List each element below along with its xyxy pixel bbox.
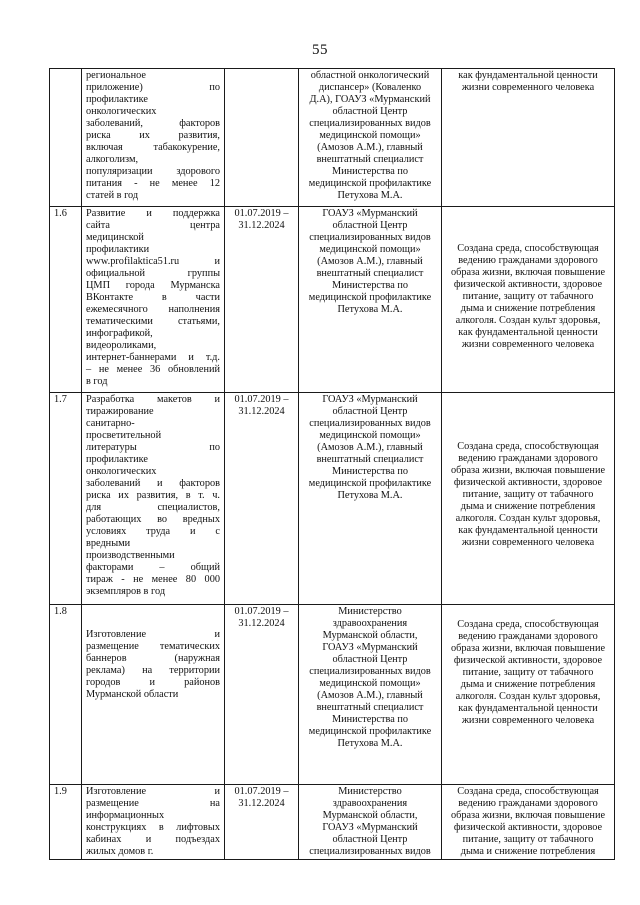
measure-name-line: риска их развития, — [86, 130, 220, 141]
responsible-line: областной Центр — [332, 654, 408, 665]
expected-result-line: жизни современного человека — [461, 82, 595, 93]
measure-name-line: профилактики — [86, 244, 150, 255]
expected-result-line: питание, защиту от табачного — [462, 667, 594, 678]
period-line: 01.07.2019 – — [234, 394, 289, 405]
measure-name-line: популяризации здорового — [86, 166, 220, 177]
expected-result-line: питание, защиту от табачного — [462, 834, 594, 845]
measure-name-line: онкологических — [86, 106, 157, 117]
responsible — [299, 605, 442, 785]
expected-result-line: ведению гражданами здорового — [458, 453, 598, 464]
measure-name-line: экземпляров в год — [86, 586, 166, 597]
period-line: 01.07.2019 – — [234, 606, 289, 617]
expected-result-line: дыма и снижение потребления — [460, 846, 596, 857]
measure-name-line: реклама) на территории — [86, 665, 220, 676]
responsible — [299, 785, 442, 860]
responsible-line: медицинской помощи» — [319, 244, 421, 255]
responsible-line: диспансер» (Коваленко — [318, 82, 422, 93]
measure-name-line: интернет-баннерами и т.д. — [86, 352, 220, 363]
measure-name-line: www.profilaktica51.ru и — [86, 256, 220, 267]
responsible — [299, 207, 442, 393]
period-line: 01.07.2019 – — [234, 786, 289, 797]
responsible-line: Министерство — [338, 786, 402, 797]
measure-name — [82, 207, 225, 393]
responsible-line: медицинской профилактике — [308, 178, 432, 189]
measure-name-line: тираж - не менее 80 000 — [86, 574, 220, 585]
measure-name-line: литературы по — [86, 442, 220, 453]
measure-name-line: Мурманской области — [86, 689, 179, 700]
expected-result-line: алкоголя. Создан культ здоровья, — [455, 513, 601, 524]
responsible-line: медицинской профилактике — [308, 292, 432, 303]
measure-name-line: ЦМП города Мурманска — [86, 280, 220, 291]
expected-result-line: как фундаментальной ценности — [458, 70, 598, 81]
period-line: 31.12.2024 — [238, 618, 285, 629]
measure-name-line: ежемесячного наполнения — [86, 304, 220, 315]
period-line: 01.07.2019 – — [234, 208, 289, 219]
measure-name — [82, 393, 225, 605]
measure-name-line: профилактике — [86, 94, 148, 105]
measure-name — [82, 785, 225, 860]
measure-name-line: статей в год — [86, 190, 139, 201]
expected-result-line: Создана среда, способствующая — [457, 786, 599, 797]
responsible-line: Мурманской области, — [322, 810, 418, 821]
expected-result-line: физической активности, здоровое — [453, 822, 603, 833]
responsible-line: специализированных видов — [309, 118, 431, 129]
expected-result-line: физической активности, здоровое — [453, 279, 603, 290]
responsible-line: Д.А), ГОАУЗ «Мурманский — [309, 94, 431, 105]
measure-name-line: медицинской — [86, 232, 144, 243]
expected-result-line: дыма и снижение потребления — [460, 679, 596, 690]
responsible-line: (Амозов А.М.), главный — [317, 256, 423, 267]
measure-name-line: приложение) по — [86, 82, 220, 93]
measure-name-line: городов и районов — [86, 677, 220, 688]
expected-result — [442, 207, 615, 393]
measure-name-line: – не менее 36 обновлений — [86, 364, 220, 375]
expected-result-line: физической активности, здоровое — [453, 655, 603, 666]
responsible-line: внештатный специалист — [316, 454, 424, 465]
expected-result-line: образа жизни, включая повышение — [450, 810, 606, 821]
responsible-line: ГОАУЗ «Мурманский — [322, 394, 418, 405]
expected-result-line: Создана среда, способствующая — [457, 619, 599, 630]
measure-name-line: заболеваний, факторов — [86, 118, 220, 129]
expected-result-line: Создана среда, способствующая — [457, 441, 599, 452]
expected-result-line: жизни современного человека — [461, 537, 595, 548]
expected-result-line: алкоголя. Создан культ здоровья, — [455, 691, 601, 702]
measures-table — [49, 68, 615, 860]
row-number — [50, 69, 82, 207]
period-line: 31.12.2024 — [238, 406, 285, 417]
responsible-line: здравоохранения — [332, 618, 408, 629]
responsible — [299, 393, 442, 605]
row-number: 1.7 — [50, 393, 82, 605]
period — [225, 785, 299, 860]
measure-name-line: просветительной — [86, 430, 162, 441]
measure-name-line: конструкциях в лифтовых — [86, 822, 220, 833]
responsible-line: Министерство — [338, 606, 402, 617]
measure-name-line: заболеваний и факторов — [86, 478, 220, 489]
expected-result-line: дыма и снижение потребления — [460, 501, 596, 512]
period-line: 31.12.2024 — [238, 220, 285, 231]
measure-name — [82, 69, 225, 207]
responsible-line: ГОАУЗ «Мурманский — [322, 208, 418, 219]
responsible-line: областной Центр — [332, 406, 408, 417]
measure-name-line: официальной группы — [86, 268, 220, 279]
responsible-line: Министерства по — [331, 466, 409, 477]
measure-name-line: для специалистов, — [86, 502, 220, 513]
responsible-line: медицинской профилактике — [308, 478, 432, 489]
expected-result-line: питание, защиту от табачного — [462, 291, 594, 302]
responsible — [299, 69, 442, 207]
responsible-line: ГОАУЗ «Мурманский — [322, 642, 418, 653]
expected-result-line: Создана среда, способствующая — [457, 243, 599, 254]
responsible-line: медицинской помощи» — [319, 678, 421, 689]
table-row — [50, 207, 615, 393]
measure-name-line: питания - не менее 12 — [86, 178, 220, 189]
responsible-line: областной Центр — [332, 220, 408, 231]
measure-name-line: инфографикой, — [86, 328, 153, 339]
measure-name-line: видеороликами, — [86, 340, 157, 351]
measure-name-line: онкологических — [86, 466, 157, 477]
measure-name-line: Изготовление и — [86, 786, 220, 797]
measure-name-line: факторами – общий — [86, 562, 220, 573]
measure-name-line: работающих во вредных — [86, 514, 220, 525]
responsible-line: Петухова М.А. — [337, 490, 403, 501]
measure-name-line: тиражирование — [86, 406, 154, 417]
measure-name-line: риска их развития, в т. ч. — [86, 490, 220, 501]
measure-name — [82, 605, 225, 785]
expected-result-line: ведению гражданами здорового — [458, 255, 598, 266]
responsible-line: областной онкологический — [310, 70, 430, 81]
responsible-line: специализированных видов — [309, 418, 431, 429]
measure-name-line: Изготовление и — [86, 629, 220, 640]
expected-result-line: как фундаментальной ценности — [458, 703, 598, 714]
expected-result-line: алкоголя. Создан культ здоровья, — [455, 315, 601, 326]
expected-result-line: дыма и снижение потребления — [460, 303, 596, 314]
responsible-line: (Амозов А.М.), главный — [317, 690, 423, 701]
period — [225, 393, 299, 605]
responsible-line: Петухова М.А. — [337, 190, 403, 201]
expected-result — [442, 393, 615, 605]
measure-name-line: производственными — [86, 550, 175, 561]
measure-name-line: условиях труда и с — [86, 526, 220, 537]
period — [225, 605, 299, 785]
table-row — [50, 785, 615, 860]
responsible-line: внештатный специалист — [316, 702, 424, 713]
page-number: 55 — [312, 42, 328, 58]
period — [225, 207, 299, 393]
table-row — [50, 69, 615, 207]
expected-result-line: образа жизни, включая повышение — [450, 643, 606, 654]
measure-name-line: региональное — [86, 70, 146, 81]
responsible-line: внештатный специалист — [316, 268, 424, 279]
responsible-line: медицинской помощи» — [319, 430, 421, 441]
table-body — [50, 69, 615, 860]
responsible-line: медицинской помощи» — [319, 130, 421, 141]
table-row — [50, 605, 615, 785]
row-number: 1.6 — [50, 207, 82, 393]
expected-result-line: образа жизни, включая повышение — [450, 267, 606, 278]
measure-name-line: алкоголизм, — [86, 154, 139, 165]
measure-name-line: размещение тематических — [86, 641, 220, 652]
expected-result — [442, 69, 615, 207]
responsible-line: Министерства по — [331, 166, 409, 177]
responsible-line: Министерства по — [331, 280, 409, 291]
responsible-line: Министерства по — [331, 714, 409, 725]
period-line: 31.12.2024 — [238, 798, 285, 809]
responsible-line: специализированных видов — [309, 232, 431, 243]
responsible-line: специализированных видов — [309, 846, 431, 857]
expected-result-line: ведению гражданами здорового — [458, 631, 598, 642]
responsible-line: специализированных видов — [309, 666, 431, 677]
measure-name-line: Разработка макетов и — [86, 394, 220, 405]
responsible-line: Мурманской области, — [322, 630, 418, 641]
row-number: 1.8 — [50, 605, 82, 785]
measure-name-line: сайта центра — [86, 220, 220, 231]
expected-result-line: жизни современного человека — [461, 715, 595, 726]
expected-result-line: физической активности, здоровое — [453, 477, 603, 488]
responsible-line: ГОАУЗ «Мурманский — [322, 822, 418, 833]
measure-name-line: профилактике — [86, 454, 148, 465]
measure-name-line: в год — [86, 376, 108, 387]
measure-name-line: вредными — [86, 538, 131, 549]
measure-name-line: тематическими статьями, — [86, 316, 220, 327]
responsible-line: областной Центр — [332, 106, 408, 117]
responsible-line: областной Центр — [332, 834, 408, 845]
responsible-line: (Амозов А.М.), главный — [317, 142, 423, 153]
measure-name-line: ВКонтакте в части — [86, 292, 220, 303]
expected-result-line: как фундаментальной ценности — [458, 327, 598, 338]
measure-name-line: информационных — [86, 810, 165, 821]
responsible-line: медицинской профилактике — [308, 726, 432, 737]
expected-result — [442, 605, 615, 785]
row-number: 1.9 — [50, 785, 82, 860]
expected-result-line: питание, защиту от табачного — [462, 489, 594, 500]
responsible-line: внештатный специалист — [316, 154, 424, 165]
expected-result-line: жизни современного человека — [461, 339, 595, 350]
measure-name-line: санитарно- — [86, 418, 135, 429]
responsible-line: Петухова М.А. — [337, 738, 403, 749]
expected-result-line: как фундаментальной ценности — [458, 525, 598, 536]
responsible-line: здравоохранения — [332, 798, 408, 809]
expected-result-line: ведению гражданами здорового — [458, 798, 598, 809]
period — [225, 69, 299, 207]
expected-result — [442, 785, 615, 860]
expected-result-line: образа жизни, включая повышение — [450, 465, 606, 476]
measure-name-line: включая табакокурение, — [86, 142, 220, 153]
measure-name-line: размещение на — [86, 798, 220, 809]
responsible-line: (Амозов А.М.), главный — [317, 442, 423, 453]
measure-name-line: Развитие и поддержка — [86, 208, 220, 219]
table-row — [50, 393, 615, 605]
measure-name-line: баннеров (наружная — [86, 653, 220, 664]
responsible-line: Петухова М.А. — [337, 304, 403, 315]
measure-name-line: жилых домов г. — [86, 846, 154, 857]
measure-name-line: кабинах и подъездах — [86, 834, 220, 845]
